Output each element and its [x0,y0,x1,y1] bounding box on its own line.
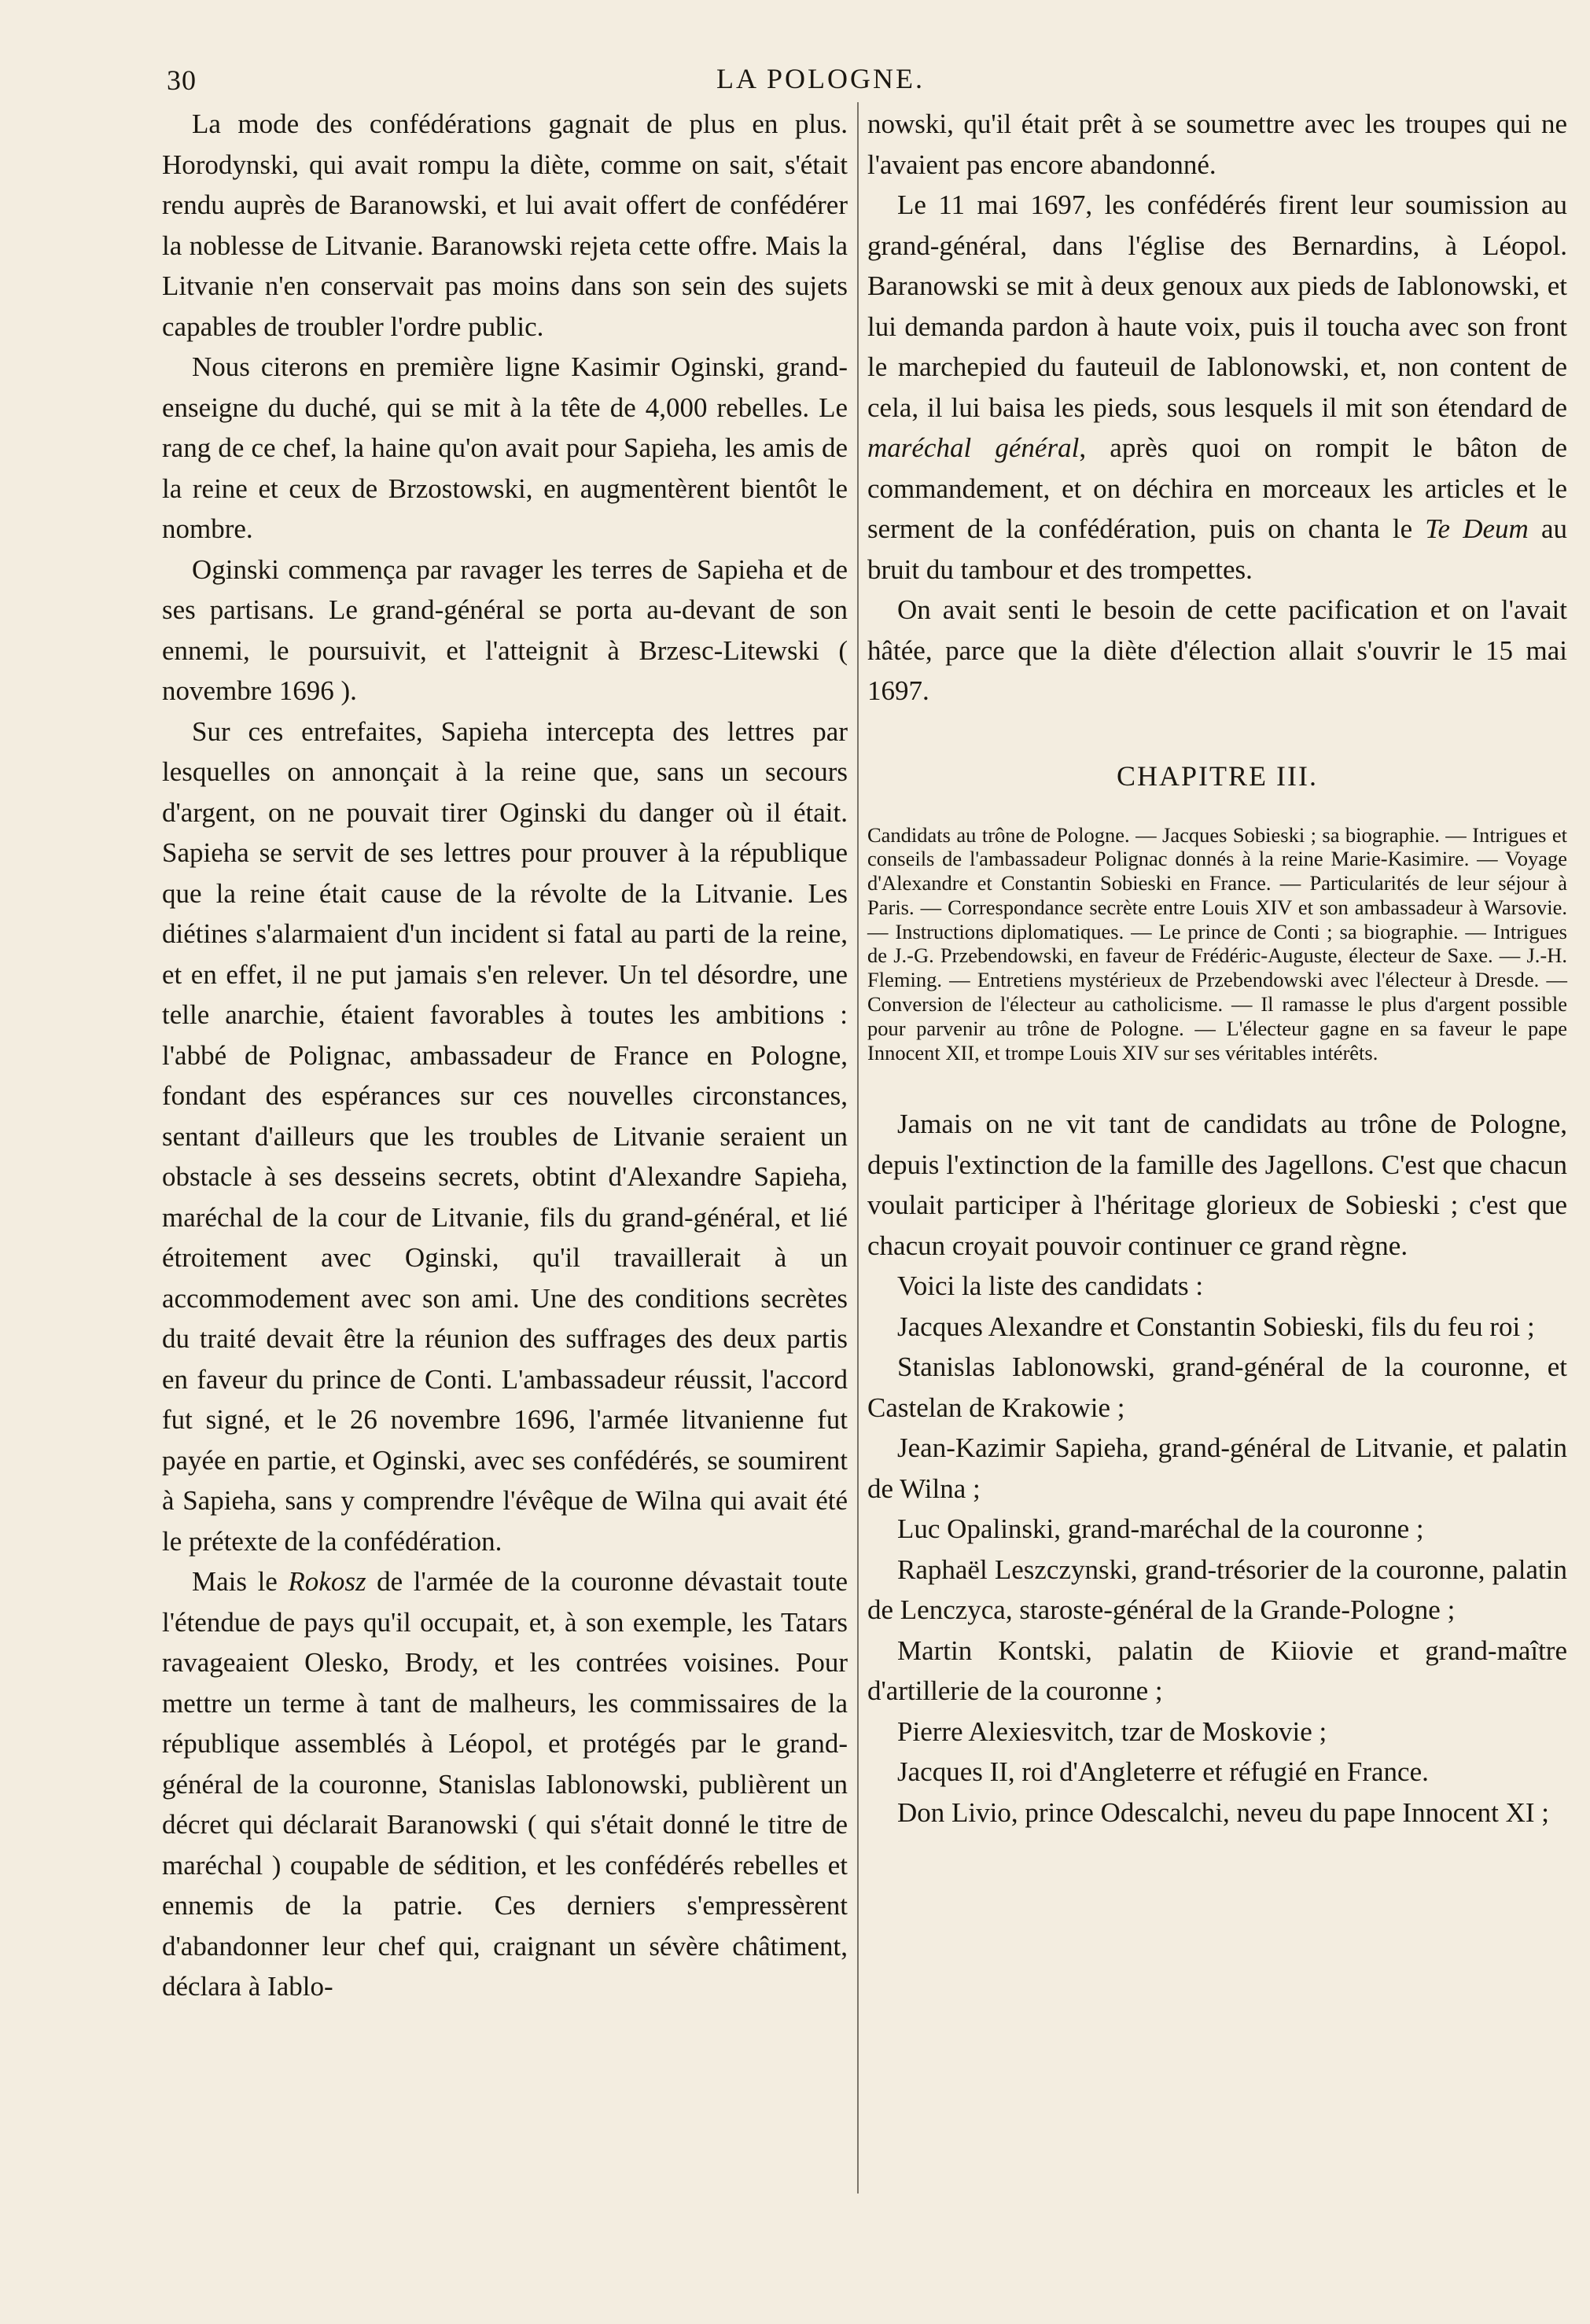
italic-term: Te Deum [1425,513,1529,544]
text-run: Mais le [192,1566,289,1597]
paragraph: La mode des confédérations gagnait de plus en plus. Horodynski, qui avait rompu la diète, comme on sait, s'était rendu auprès de Baranowski, et lui avait offert de confédérer la noblesse de Litvanie. Baranowski rejeta cette offre. Mais la Litvanie n'en conservait pas moins dans son sein des sujets capables de troubler l'ordre public. [162,108,848,342]
right-column [867,104,1567,1833]
candidate-item: Stanislas Iablonowski, grand-général de la couronne, et Castelan de Krakowie ; [867,1351,1567,1423]
paragraph: Nous citerons en première ligne Kasimir Oginski, grand-enseigne du duché, qui se mit à la tête de 4,000 rebelles. Le rang de ce chef, la haine qu'on avait pour Sapieha, les amis de la reine et ceux de Brzostowski, en augmentèrent bientôt le nombre. [162,351,848,544]
candidate-item: Martin Kontski, palatin de Kiiovie et grand-maître d'artillerie de la couronne ; [867,1635,1567,1707]
paragraph: Oginski commença par ravager les terres de Sapieha et de ses partisans. Le grand-général se porta au-devant de son ennemi, le poursuivit, et l'atteignit à Brzesc-Litewski ( novembre 1696 ). [162,553,848,706]
left-column [162,104,848,2007]
candidate-item: Raphaël Leszczynski, grand-trésorier de la couronne, palatin de Lenczyca, staroste-général de la Grande-Pologne ; [867,1554,1567,1626]
paragraph-submission [867,185,1567,590]
italic-term: Rokosz [288,1566,366,1597]
paragraph-pacification: On avait senti le besoin de cette pacification et on l'avait hâtée, parce que la diète d'élection allait s'ouvrir le 15 mai 1697. [867,594,1567,706]
candidate-item: Jacques Alexandre et Constantin Sobieski, fils du feu roi ; [897,1311,1535,1342]
paragraph-continuation: nowski, qu'il était prêt à se soumettre avec les troupes qui ne l'avaient pas encore abandonné. [867,108,1567,180]
page-number: 30 [167,64,197,96]
chapter-summary: Candidats au trône de Pologne. — Jacques Sobieski ; sa biographie. — Intrigues et conseils de l'ambassadeur Polignac donnés à la reine Marie-Kasimire. — Voyage d'Alexandre et Constantin Sobieski en France. — Particularités de leur séjour à Paris. — Correspondance secrète entre Louis XIV et son ambassadeur à Warsovie. — Instructions diplomatiques. — Le prince de Conti ; sa biographie. — Intrigues de J.-G. Przebendowski, en faveur de Frédéric-Auguste, électeur de Saxe. — J.-H. Fleming. — Entretiens mystérieux de Przebendowski avec l'électeur à Dresde. — Conversion de l'électeur au catholicisme. — Il ramasse le plus d'argent possible pour parvenir au trône de Pologne. — L'électeur gagne en sa faveur le pape Innocent XII, et trompe Louis XIV sur ses véritables intérêts. [867,822,1567,1065]
paragraph: Voici la liste des candidats : [897,1270,1204,1302]
chapter-heading: CHAPITRE III. [1117,759,1318,792]
candidate-item: Luc Opalinski, grand-maréchal de la couronne ; [897,1513,1424,1545]
candidate-item: Pierre Alexiesvitch, tzar de Moskovie ; [897,1715,1327,1747]
column-divider [857,102,859,2193]
text-run: Le 11 mai 1697, les confédérés firent leur soumission au grand-général, dans l'église des Bernardins, à Léopol. Baranowski se mit à deux genoux aux pieds de Iablonowski, et lui demanda pardon à haute voix, puis il toucha avec son front le marchepied du fauteuil de Iablonowski, et, non content de cela, il lui baisa les pieds, sous lesquels il mit son étendard de [867,189,1567,423]
italic-term: maréchal général [867,432,1080,463]
running-title: LA POLOGNE. [716,63,925,94]
text-run: de l'armée de la couronne dévastait toute l'étendue de pays qu'il occupait, et, à son exemple, les Tatars ravageaient Olesko, Brody, et les contrées voisines. Pour mettre un terme à tant de malheurs, les commissaires de la république assemblés à Léopol, et protégés par le grand-général de la couronne, Stanislas Iablonowski, publièrent un décret qui déclarait Baranowski ( qui s'était donné le titre de maréchal ) coupable de sédition, et les confédérés rebelles et ennemis de la patrie. Ces derniers s'empressèrent d'abandonner leur chef qui, craignant un sévère châtiment, déclara à Iablo- [162,1566,848,2002]
text-run: , après quoi on rompit le bâton de commandement, et on déchira en morceaux les articles et le serment de la confédération, puis on chanta le [867,432,1568,544]
text-run: au bruit du tambour et des trompettes. [867,513,1567,585]
paragraph: Sur ces entrefaites, Sapieha intercepta des lettres par lesquelles on annonçait à la reine que, sans un secours d'argent, on ne pouvait tirer Oginski du danger où il était. Sapieha se servit de ses lettres pour prouver à la république que la reine était cause de la révolte de la Litvanie. Les diétines s'alarmaient d'un incident si fatal au parti de la reine, et en effet, il ne put jamais s'en relever. Un tel désordre, une telle anarchie, étaient favorables à toutes les ambitions : l'abbé de Polignac, ambassadeur de France en Pologne, fondant des espérances sur ces nouvelles circonstances, sentant d'ailleurs que les troubles de Litvanie seraient un obstacle à ses desseins secrets, obtint d'Alexandre Sapieha, maréchal de la cour de Litvanie, fils du grand-général, et lié étroitement avec Oginski, qu'il travaillerait à un accommodement avec son ami. Une des conditions secrètes du traité devait être la réunion des suffrages des deux partis en faveur du prince de Conti. L'ambassadeur réussit, l'accord fut signé, et le 26 novembre 1696, l'armée litvanienne fut payée en partie, et Oginski, avec ses confédérés, se soumirent à Sapieha, sans y comprendre l'évêque de Wilna qui avait été le prétexte de la confédération. [162,715,848,1557]
candidate-item: Don Livio, prince Odescalchi, neveu du pape Innocent XI ; [897,1796,1550,1828]
paragraph: Jamais on ne vit tant de candidats au trône de Pologne, depuis l'extinction de la famille des Jagellons. C'est que chacun voulait participer à l'héritage glorieux de Sobieski ; c'est que chacun croyait pouvoir continuer ce grand règne. [867,1109,1567,1261]
paragraph-rokosz [162,1561,848,2007]
candidate-item: Jacques II, roi d'Angleterre et réfugié en France. [897,1756,1429,1788]
candidate-item: Jean-Kazimir Sapieha, grand-général de Litvanie, et palatin de Wilna ; [867,1432,1567,1504]
